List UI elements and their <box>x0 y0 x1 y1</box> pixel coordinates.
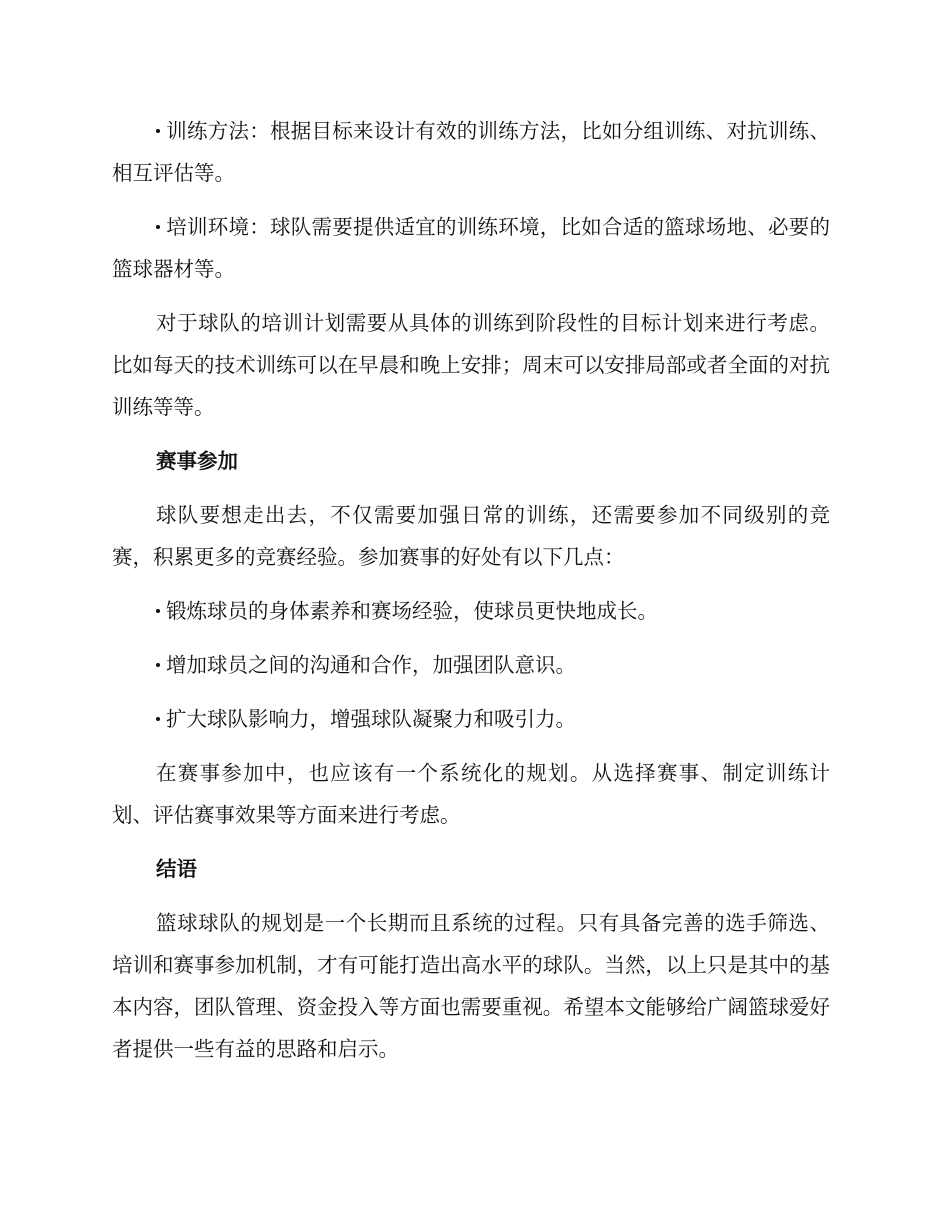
bullet-text: 增加球员之间的沟通和合作，加强团队意识。 <box>166 653 576 677</box>
bullet-dot-icon <box>156 129 160 133</box>
bullet-training-method <box>112 110 830 194</box>
bullet-text: 扩大球队影响力，增强球队凝聚力和吸引力。 <box>166 707 576 731</box>
bullet-competition-benefit <box>112 644 830 686</box>
bullet-text: 训练方法：根据目标来设计有效的训练方法，比如分组训练、对抗训练、相互评估等。 <box>112 119 830 185</box>
paragraph-competition-closing: 在赛事参加中，也应该有一个系统化的规划。从选择赛事、制定训练计划、评估赛事效果等方面来进行考虑。 <box>112 761 830 827</box>
bullet-dot-icon <box>156 717 160 721</box>
paragraph-competition-intro: 球队要想走出去，不仅需要加强日常的训练，还需要参加不同级别的竞赛，积累更多的竞赛经验。参加赛事的好处有以下几点： <box>112 503 830 569</box>
bullet-competition-benefit <box>112 698 830 740</box>
bullet-text: 培训环境：球队需要提供适宜的训练环境，比如合适的篮球场地、必要的篮球器材等。 <box>112 215 830 281</box>
paragraph-training-plan: 对于球队的培训计划需要从具体的训练到阶段性的目标计划来进行考虑。比如每天的技术训练可以在早晨和晚上安排；周末可以安排局部或者全面的对抗训练等等。 <box>112 311 830 419</box>
bullet-dot-icon <box>156 663 160 667</box>
bullet-dot-icon <box>156 609 160 613</box>
section-heading-competition: 赛事参加 <box>156 449 238 473</box>
paragraph-conclusion: 篮球球队的规划是一个长期而且系统的过程。只有具备完善的选手筛选、培训和赛事参加机制，才有可能打造出高水平的球队。当然，以上只是其中的基本内容，团队管理、资金投入等方面也需要重视。希望本文能够给广阔篮球爱好者提供一些有益的思路和启示。 <box>112 911 830 1061</box>
document-body <box>112 110 830 1082</box>
bullet-training-environment <box>112 206 830 290</box>
section-heading-conclusion: 结语 <box>156 857 197 881</box>
bullet-text: 锻炼球员的身体素养和赛场经验，使球员更快地成长。 <box>166 599 658 623</box>
bullet-dot-icon <box>156 225 160 229</box>
bullet-competition-benefit <box>112 590 830 632</box>
